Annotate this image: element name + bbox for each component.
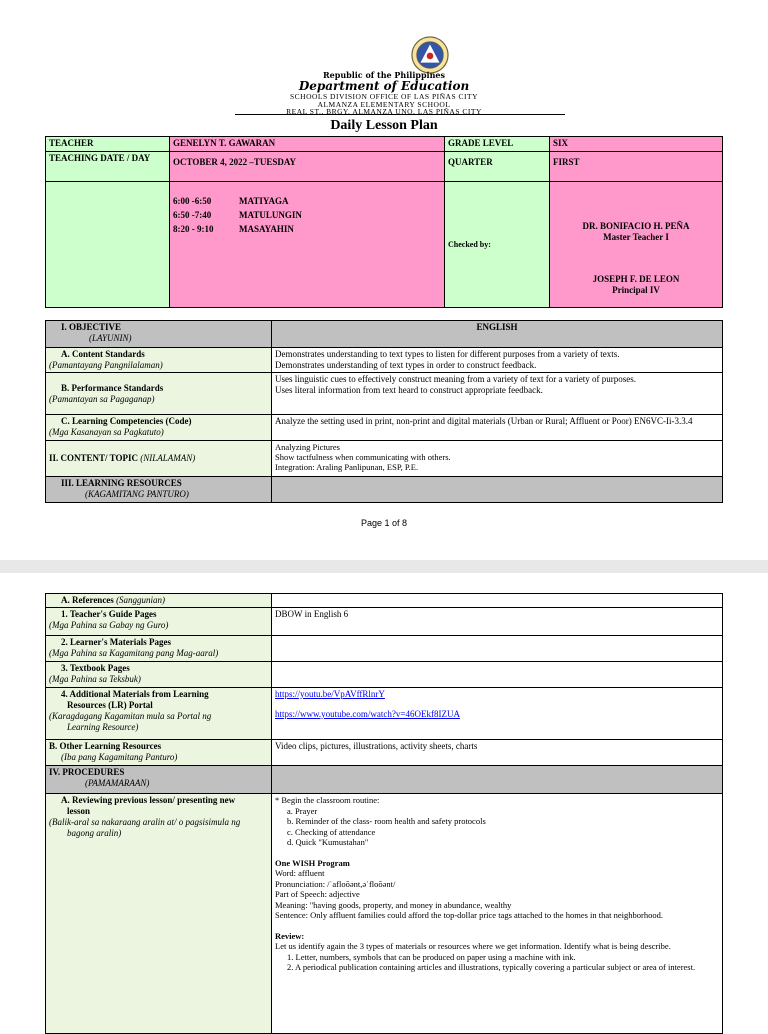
youtube-link-2[interactable]: https://www.youtube.com/watch?v=46OEkf8IZUA [275, 709, 460, 719]
content-topic-text: Analyzing Pictures [275, 442, 340, 452]
learning-resources-value [272, 477, 723, 503]
additional-materials-sub: (Karagdagang Kagamitan mula sa Portal ng [49, 711, 212, 721]
competencies-sub: (Mga Kasanayan sa Pagkatuto) [49, 427, 164, 437]
textbook-sub: (Mga Pahina sa Teksbuk) [49, 674, 141, 684]
date-value: OCTOBER 4, 2022 –TUESDAY [170, 152, 445, 182]
deped-seal-icon [411, 36, 449, 74]
schedule-blank [46, 182, 170, 308]
content-topic-value [272, 441, 723, 477]
teachers-guide-sub: (Mga Pahina sa Gabay ng Guro) [49, 620, 169, 630]
performance-standards-text: Uses linguistic cues to effectively construct meaning from a variety of text for a variety of purposes. [275, 374, 636, 384]
content-topic-text: Show tactfulness when communicating with others. [275, 452, 451, 462]
routine-item: d. Quick "Kumustahan" [287, 837, 369, 847]
references-label: A. References [61, 595, 114, 605]
performance-standards-text: Uses literal information from text heard to construct appropriate feedback. [275, 385, 543, 395]
checked-by-label: Checked by: [445, 182, 550, 308]
checker1-title: Master Teacher I [603, 232, 669, 242]
additional-materials-value [272, 688, 723, 740]
content-topic-cell [46, 441, 272, 477]
grade-value: SIX [550, 137, 723, 152]
objective-cell [46, 321, 272, 348]
competencies-label: C. Learning Competencies (Code) [61, 416, 192, 426]
textbook-value [272, 662, 723, 688]
additional-materials-label: 4. Additional Materials from Learning [61, 689, 209, 699]
header-divider [235, 114, 565, 115]
checker1-name: DR. BONIFACIO H. PEÑA [582, 221, 690, 231]
wish-title: One WISH Program [275, 857, 350, 868]
teachers-guide-value: DBOW in English 6 [272, 608, 723, 636]
wish-word: Word: affluent [275, 868, 325, 878]
procedures-value [272, 766, 723, 794]
teacher-label: TEACHER [46, 137, 170, 152]
content-standards-label: A. Content Standards [61, 349, 145, 359]
reviewing-label: A. Reviewing previous lesson/ presenting new [61, 795, 236, 805]
additional-materials-cell [46, 688, 272, 740]
checkers [550, 182, 723, 308]
additional-materials-sub: Learning Resource) [67, 722, 139, 732]
page-gap [0, 560, 768, 573]
review-title: Review: [275, 930, 305, 941]
schedule-row: 8:20 - 9:10 MASAYAHIN [173, 224, 294, 234]
additional-materials-label: Resources (LR) Portal [67, 700, 153, 710]
division-name: SCHOOLS DIVISION OFFICE OF LAS PIÑAS CITY [289, 92, 479, 101]
review-intro: Let us identify again the 3 types of materials or resources where we get information. Identify what is being describe. [275, 941, 671, 951]
content-standards-cell [46, 348, 272, 373]
department-name: Department of Education [298, 79, 470, 93]
page-number: Page 1 of 8 [360, 518, 408, 528]
routine-item: b. Reminder of the class- room health and safety protocols [287, 816, 486, 826]
content-standards-text: Demonstrates understanding to text types to listen for different purposes from a variety of texts. [275, 349, 620, 359]
reviewing-value [272, 794, 723, 1034]
reviewing-sub: (Balik-aral sa nakaraang aralin at/ o pagsisimula ng [49, 817, 241, 827]
content-topic-sub: (NILALAMAN) [140, 453, 196, 463]
objective-sub: (LAYUNIN) [89, 333, 132, 343]
checker2-title: Principal IV [612, 285, 660, 295]
school-name: ALMANZA ELEMENTARY SCHOOL [317, 100, 451, 109]
teachers-guide-label: 1. Teacher's Guide Pages [61, 609, 157, 619]
page-title: Daily Lesson Plan [330, 118, 438, 133]
wish-sentence: Sentence: Only affluent families could afford the top-dollar price tags attached to the homes in that neighborhood. [275, 910, 663, 920]
references-value [272, 594, 723, 608]
grade-label: GRADE LEVEL [445, 137, 550, 152]
quarter-value: FIRST [550, 152, 723, 182]
school-address: REAL ST., BRGY. ALMANZA UNO, LAS PIÑAS CITY [286, 107, 482, 116]
teacher-value: GENELYN T. GAWARAN [170, 137, 445, 152]
info-table [45, 136, 723, 308]
schedule-row: 6:50 -7:40 MATULUNGIN [173, 210, 302, 220]
wish-pronunciation: Pronunciation: /ˈafloōənt,əˈfloōənt/ [275, 878, 396, 889]
performance-standards-label: B. Performance Standards [61, 382, 164, 393]
performance-standards-sub: (Pamantayan sa Pagaganap) [49, 393, 155, 404]
content-standards-sub: (Pamantayang Pangnilalaman) [49, 360, 163, 370]
review-item: 1. Letter, numbers, symbols that can be produced on paper using a machine with ink. [287, 951, 576, 962]
other-resources-cell [46, 740, 272, 766]
references-cell [46, 594, 272, 608]
objectives-table [45, 320, 723, 503]
learning-resources-label: III. LEARNING RESOURCES [61, 478, 182, 488]
routine-item: a. Prayer [287, 805, 318, 816]
page-2 [0, 573, 768, 1024]
learning-resources-cell [46, 477, 272, 503]
reviewing-cell [46, 794, 272, 1034]
learning-resources-sub: (KAGAMITANG PANTURO) [85, 489, 189, 499]
competencies-cell [46, 415, 272, 441]
other-resources-sub: (Iba pang Kagamitang Panturo) [61, 752, 178, 762]
content-topic-label: II. CONTENT/ TOPIC [49, 453, 138, 463]
procedures-sub: (PAMAMARAAN) [85, 778, 150, 788]
reviewing-sub: bagong aralin) [67, 828, 122, 838]
competencies-value: Analyze the setting used in print, non-print and digital materials (Urban or Rural; Affluent or Poor) EN6VC-Ii-3.3.4 [272, 415, 723, 441]
reviewing-label: lesson [67, 806, 91, 816]
schedule-row: 6:00 -6:50 MATIYAGA [173, 196, 289, 206]
performance-standards-value [272, 373, 723, 415]
textbook-cell [46, 662, 272, 688]
learners-materials-value [272, 636, 723, 662]
quarter-label: QUARTER [445, 152, 550, 182]
procedures-label: IV. PROCEDURES [49, 767, 125, 777]
wish-part-of-speech: Part of Speech: adjective [275, 889, 360, 899]
other-resources-label: B. Other Learning Resources [49, 741, 162, 751]
teachers-guide-cell [46, 608, 272, 636]
checker2-name: JOSEPH F. DE LEON [592, 274, 680, 284]
content-standards-text: Demonstrates understanding of text types in order to construct feedback. [275, 360, 537, 370]
republic-text: Republic of the Philippines [322, 70, 445, 80]
content-standards-value [272, 348, 723, 373]
subject-name: ENGLISH [272, 321, 723, 348]
schedule [170, 182, 445, 308]
resources-table [45, 593, 723, 1034]
review-item: 2. A periodical publication containing articles and illustrations, typically covering a particular subject or area of interest. [287, 962, 696, 972]
learners-materials-sub: (Mga Pahina sa Kagamitang pang Mag-aaral) [49, 648, 219, 658]
references-sub: (Sanggunian) [116, 595, 166, 605]
youtube-link-1[interactable]: https://youtu.be/VpAVffRlnrY [275, 689, 385, 699]
learners-materials-label: 2. Learner's Materials Pages [61, 637, 171, 647]
content-topic-text: Integration: Araling Panlipunan, ESP, P.E. [275, 462, 419, 472]
performance-standards-cell [46, 373, 272, 415]
objective-label: I. OBJECTIVE [61, 322, 122, 332]
learners-materials-cell [46, 636, 272, 662]
routine-item: c. Checking of attendance [287, 826, 376, 837]
routine-intro: * Begin the classroom routine: [275, 795, 380, 805]
textbook-label: 3. Textbook Pages [61, 663, 130, 673]
procedures-cell [46, 766, 272, 794]
other-resources-value: Video clips, pictures, illustrations, activity sheets, charts [272, 740, 723, 766]
date-label: TEACHING DATE / DAY [46, 152, 170, 182]
wish-meaning: Meaning: "having goods, property, and money in abundance, wealthy [275, 899, 512, 910]
